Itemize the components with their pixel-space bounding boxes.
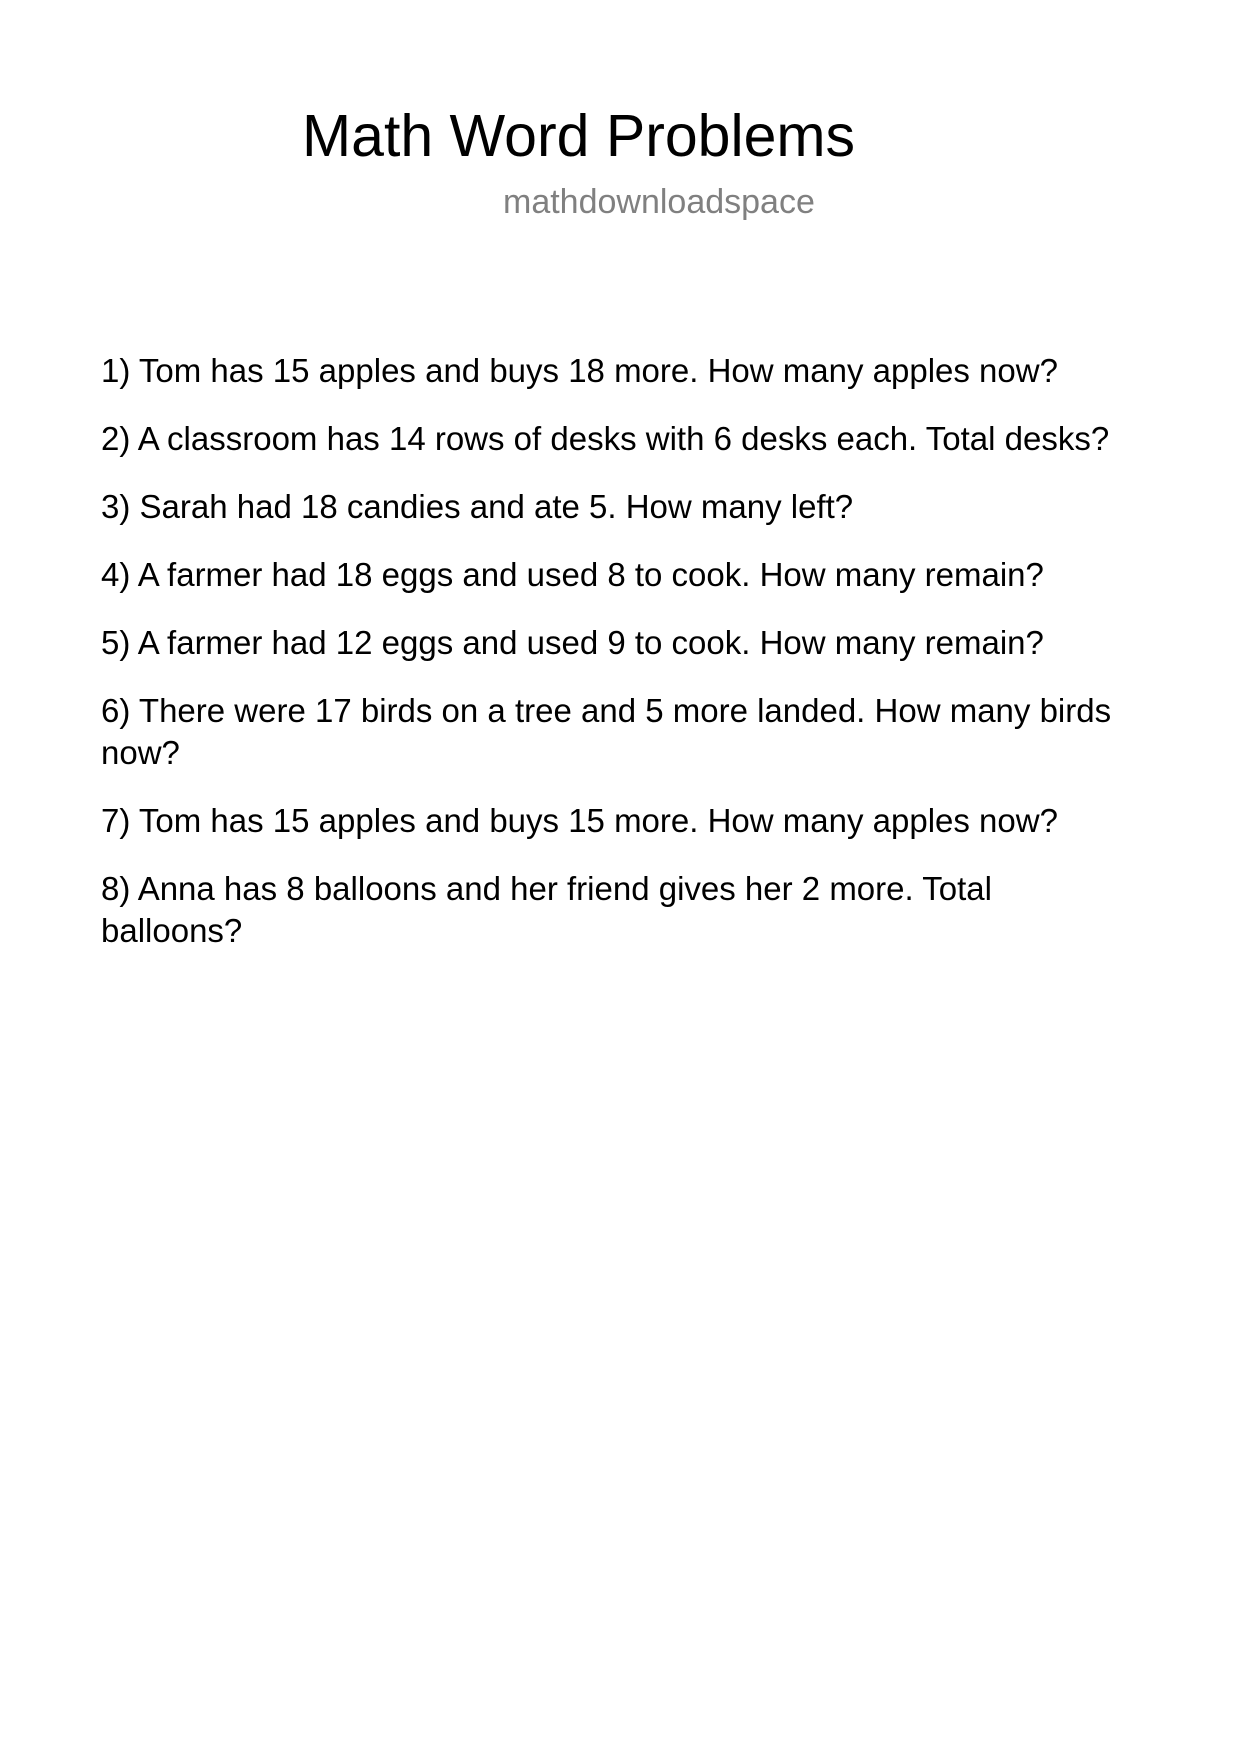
- problem-item: 2) A classroom has 14 rows of desks with 6 desks each. Total desks?: [101, 420, 1110, 457]
- page-title: Math Word Problems: [302, 103, 856, 169]
- problem-list: [101, 350, 1141, 978]
- problem-item: 6) There were 17 birds on a tree and 5 more landed. How many birds now?: [101, 692, 1112, 771]
- problem-item: 3) Sarah had 18 candies and ate 5. How many left?: [101, 488, 854, 525]
- problem-item: 8) Anna has 8 balloons and her friend gives her 2 more. Total balloons?: [101, 870, 992, 949]
- problem-item: 7) Tom has 15 apples and buys 15 more. How many apples now?: [101, 802, 1058, 839]
- problem-item: 4) A farmer had 18 eggs and used 8 to cook. How many remain?: [101, 556, 1044, 593]
- problem-item: 1) Tom has 15 apples and buys 18 more. How many apples now?: [101, 352, 1058, 389]
- problem-item: 5) A farmer had 12 eggs and used 9 to cook. How many remain?: [101, 624, 1044, 661]
- site-name: mathdownloadspace: [503, 183, 815, 221]
